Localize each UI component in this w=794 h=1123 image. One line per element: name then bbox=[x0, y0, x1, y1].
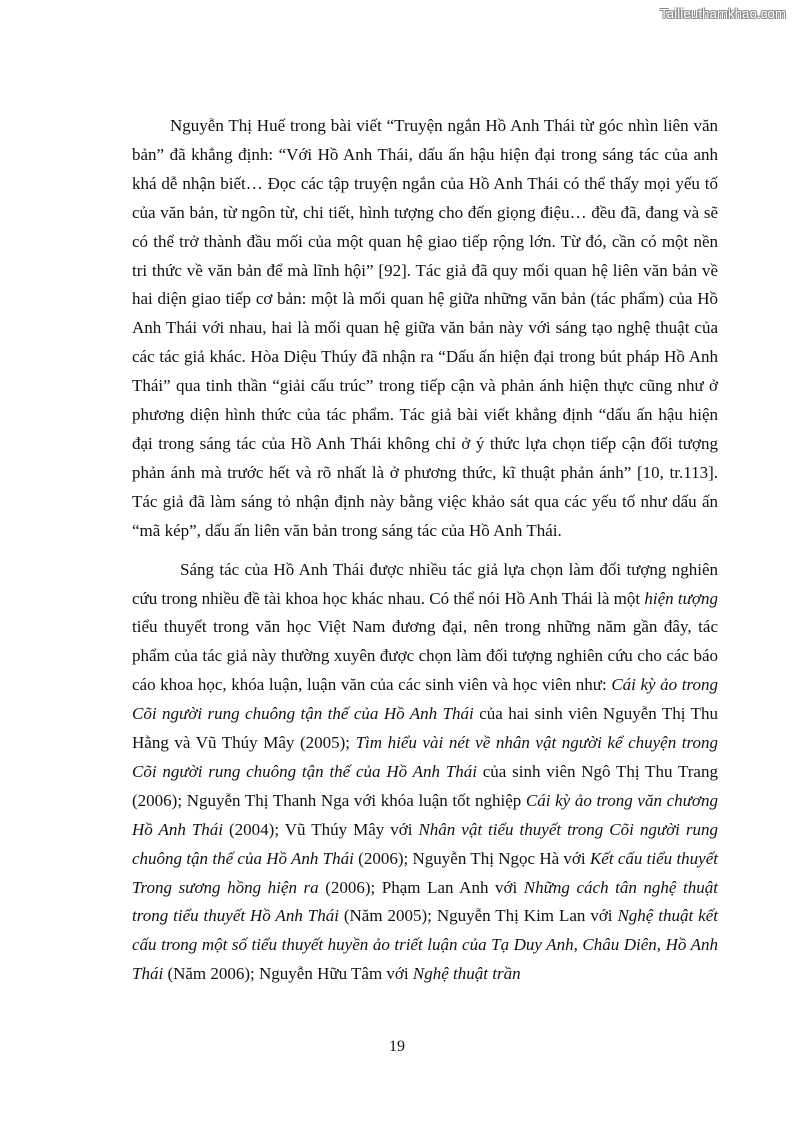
paragraph-text: (2006); Nguyễn Thị Ngọc Hà với bbox=[353, 848, 590, 868]
italic-title-text: Những cách tân nghệ thuật trong tiểu thuyết Hồ Anh Thái bbox=[132, 877, 718, 926]
paragraph-text: tiểu thuyết trong văn học Việt Nam đương đại, nên trong những năm gần đây, tác phẩm của tác giả này thường xuyên được chọn làm đối tượng nghiên cứu cho các báo cáo khoa học, khóa luận, luận văn của các sinh viên và học viên như: bbox=[132, 617, 718, 695]
paragraph-text: của hai sinh viên Nguyễn Thị Thu Hằng và Vũ Thúy Mây (2005); bbox=[132, 704, 718, 753]
paragraph-1 bbox=[132, 112, 718, 546]
italic-title-text: Cái kỳ ảo trong Cõi người rung chuông tận thế của Hồ Anh Thái bbox=[132, 675, 718, 724]
italic-title-text: Cái kỳ ảo trong văn chương Hồ Anh Thái bbox=[132, 790, 718, 839]
watermark-text: Tailieuthamkhao.com bbox=[660, 6, 786, 21]
paragraph-text: (2004); Vũ Thúy Mây với bbox=[223, 819, 419, 839]
paragraph-text: Sáng tác của Hồ Anh Thái được nhiều tác giả lựa chọn làm đối tượng nghiên cứu trong nhiều đề tài khoa học khác nhau. Có thể nói Hồ Anh Thái là một bbox=[132, 559, 718, 608]
document-body bbox=[132, 112, 718, 989]
paragraph-text: (Năm 2006); Nguyễn Hữu Tâm với bbox=[163, 964, 413, 984]
paragraph-2 bbox=[132, 556, 718, 990]
italic-title-text: Tìm hiểu vài nét về nhân vật người kể chuyện trong Cõi người rung chuông tận thế của Hồ Anh Thái bbox=[132, 733, 718, 781]
paragraph-text: của sinh viên Ngô Thị Thu Trang (2006); Nguyễn Thị Thanh Nga với khóa luận tốt nghiệp bbox=[132, 761, 718, 810]
italic-title-text: hiện tượng bbox=[644, 588, 718, 608]
italic-title-text: Nghệ thuật kết cấu trong một số tiểu thuyết huyền ảo triết luận của Tạ Duy Anh, Châu Diên, Hồ Anh Thái bbox=[132, 906, 718, 984]
italic-title-text: Nhân vật tiểu thuyết trong Cõi người rung chuông tận thế của Hồ Anh Thái bbox=[132, 819, 719, 868]
italic-title-text: Nghệ thuật trần bbox=[412, 964, 521, 984]
paragraph-text: (Năm 2005); Nguyễn Thị Kim Lan với bbox=[338, 906, 618, 926]
page-number: 19 bbox=[389, 1038, 405, 1055]
italic-title-text: Kết cấu tiểu thuyết Trong sương hồng hiện ra bbox=[132, 848, 718, 897]
paragraph-text: Nguyễn Thị Huế trong bài viết “Truyện ngắn Hồ Anh Thái từ góc nhìn liên văn bản” đã khẳng định: “Với Hồ Anh Thái, dấu ấn hậu hiện đại trong sáng tác của anh khá dễ nhận biết… Đọc các tập truyện ngắn của Hồ Anh Thái có thể thấy mọi yếu tố của văn bản, từ ngôn từ, chi tiết, hình tượng cho đến giọng điệu… đều đã, đang và sẽ có thể trở thành đầu mối của một quan hệ giao tiếp rộng lớn. Từ đó, cần có một nền tri thức về văn bản để mà lĩnh hội” [92]. Tác giả đã quy mối quan hệ liên văn bản về hai diện giao tiếp cơ bản: một là mối quan hệ giữa những văn bản (tác phẩm) của Hồ Anh Thái với nhau, hai là mối quan hệ giữa văn bản này với sáng tạo nghệ thuật của các tác giả khác. Hòa Diệu Thúy đã nhận ra “Dấu ấn hiện đại trong bút pháp Hồ Anh Thái” qua tinh thần “giải cấu trúc” trong tiếp cận và phản ánh hiện thực cũng như ở phương diện hình thức của tác phẩm. Tác giả bài viết khẳng định “dấu ấn hậu hiện đại trong sáng tác của Hồ Anh Thái không chỉ ở ý thức lựa chọn tiếp cận đối tượng phản ánh mà trước hết và rõ nhất là ở phương thức, kĩ thuật phản ánh” [10, tr.113]. Tác giả đã làm sáng tỏ nhận định này bằng việc khảo sát qua các yếu tố như dấu ấn “mã kép”, dấu ấn liên văn bản trong sáng tác của Hồ Anh Thái. bbox=[132, 116, 718, 540]
paragraph-text: (2006); Phạm Lan Anh với bbox=[318, 877, 524, 897]
